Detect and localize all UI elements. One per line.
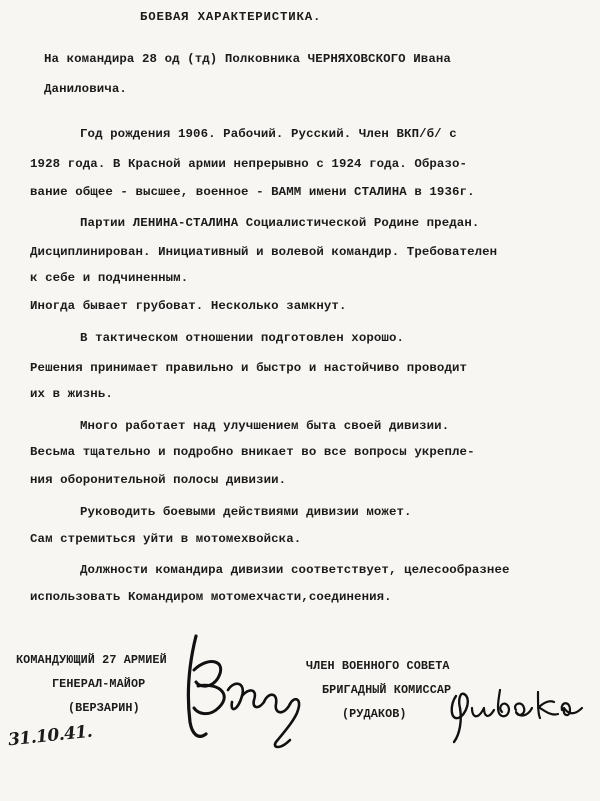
rudakov-signature bbox=[442, 680, 592, 750]
body-line: к себе и подчиненным. bbox=[30, 271, 189, 285]
body-line: Год рождения 1906. Рабочий. Русский. Член ВКП/б/ с bbox=[80, 127, 457, 141]
body-line: 1928 года. В Красной армии непрерывно с 1924 года. Образо- bbox=[30, 157, 468, 171]
body-line: В тактическом отношении подготовлен хорошо. bbox=[80, 331, 405, 345]
commander-rank: ГЕНЕРАЛ-МАЙОР bbox=[52, 677, 146, 691]
body-line: использовать Командиром мотомехчасти,соединения. bbox=[30, 590, 392, 604]
council-member-rank: БРИГАДНЫЙ КОМИССАР bbox=[322, 683, 452, 697]
handwritten-date: 31.10.41. bbox=[7, 721, 94, 751]
commander-name: (ВЕРЗАРИН) bbox=[68, 701, 140, 715]
document-title: БОЕВАЯ ХАРАКТЕРИСТИКА. bbox=[140, 10, 322, 24]
body-line: Сам стремиться уйти в мотомехвойска. bbox=[30, 532, 302, 546]
council-member-position: ЧЛЕН ВОЕННОГО СОВЕТА bbox=[306, 659, 450, 673]
body-line: Даниловича. bbox=[44, 82, 127, 96]
body-line: Партии ЛЕНИНА-СТАЛИНА Социалистической Родине предан. bbox=[80, 216, 480, 230]
body-line: Руководить боевыми действиями дивизии может. bbox=[80, 505, 412, 519]
body-line: их в жизнь. bbox=[30, 387, 113, 401]
body-line: На командира 28 од (тд) Полковника ЧЕРНЯХОВСКОГО Ивана bbox=[44, 52, 451, 66]
body-line: Много работает над улучшением быта своей дивизии. bbox=[80, 419, 450, 433]
commander-position: КОМАНДУЮЩИЙ 27 АРМИЕЙ bbox=[16, 653, 167, 667]
council-member-name: (РУДАКОВ) bbox=[342, 707, 407, 721]
body-line: Решения принимает правильно и быстро и настойчиво проводит bbox=[30, 361, 468, 375]
body-line: вание общее - высшее, военное - ВАММ имени СТАЛИНА в 1936г. bbox=[30, 185, 475, 199]
body-line: ния оборонительной полосы дивизии. bbox=[30, 473, 287, 487]
body-line: Весьма тщательно и подробно вникает во все вопросы укрепле- bbox=[30, 445, 475, 459]
verzarin-signature bbox=[168, 630, 318, 755]
body-line: Иногда бывает грубоват. Несколько замкнут. bbox=[30, 299, 347, 313]
body-line: Должности командира дивизии соответствует, целесообразнее bbox=[80, 563, 510, 577]
body-line: Дисциплинирован. Инициативный и волевой командир. Требователен bbox=[30, 245, 498, 259]
